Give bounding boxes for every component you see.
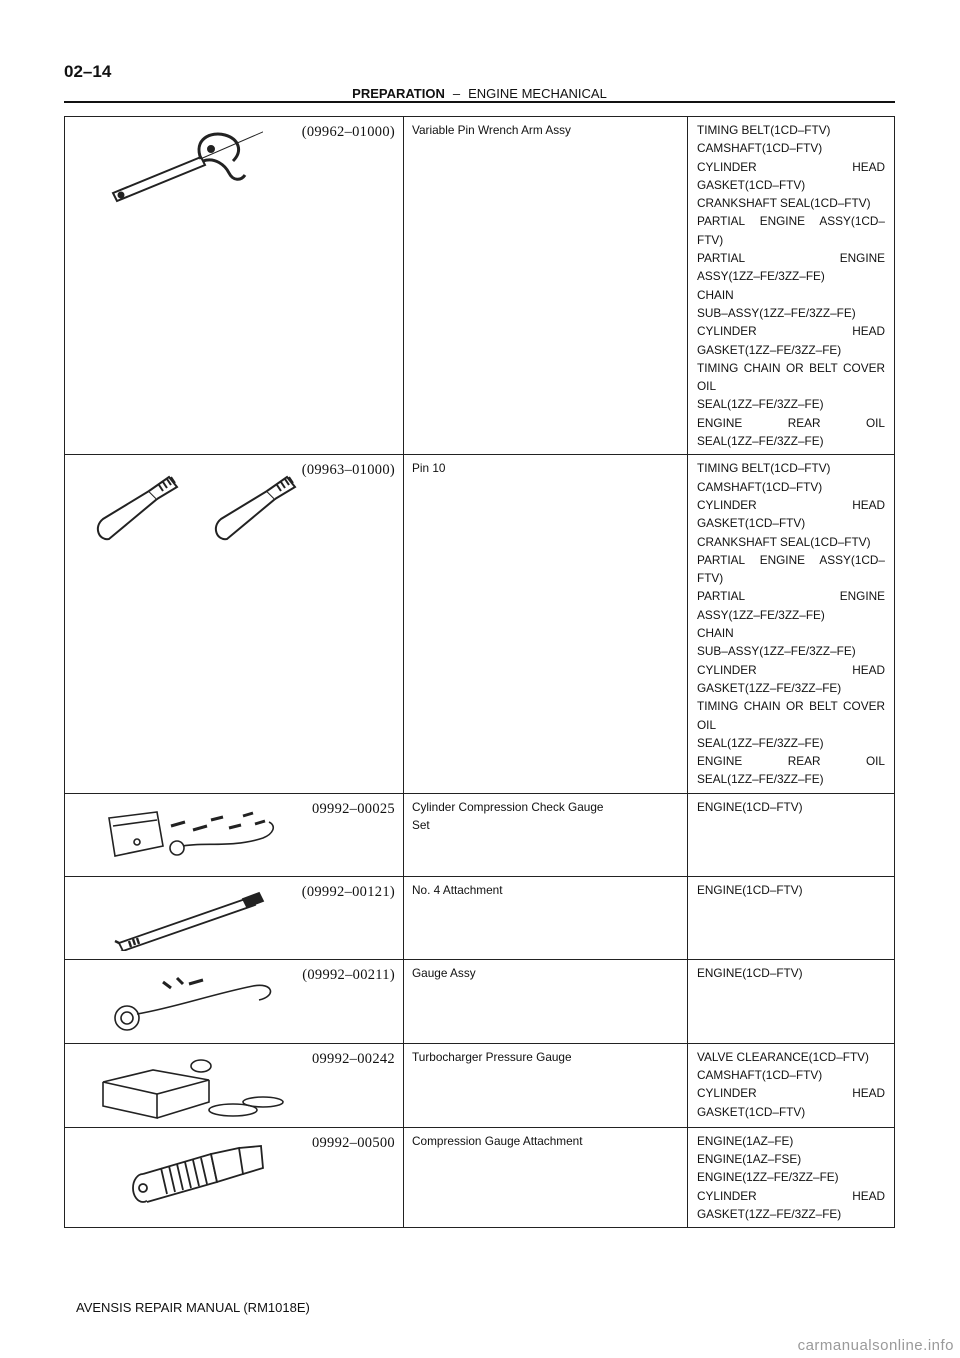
- part-number: 09992–00025: [311, 800, 395, 817]
- tool-usage-cell: [688, 117, 895, 455]
- tool-name: Gauge Assy: [412, 965, 476, 980]
- tool-illustration-cell: [65, 455, 404, 793]
- tool-illustration-cell: [65, 876, 404, 959]
- usage-line: ENGINE REAR OIL: [697, 415, 885, 430]
- manual-footer: AVENSIS REPAIR MANUAL (RM1018E): [76, 1300, 310, 1315]
- usage-line: CHAIN: [697, 626, 734, 641]
- usage-line: CYLINDER HEAD: [697, 324, 885, 339]
- part-number: 09992–00500: [311, 1134, 395, 1151]
- usage-line: SUB–ASSY(1ZZ–FE/3ZZ–FE): [697, 305, 856, 320]
- usage-line: CAMSHAFT(1CD–FTV): [697, 479, 823, 494]
- tool-row: [65, 876, 895, 959]
- usage-line: CAMSHAFT(1CD–FTV): [697, 1067, 823, 1082]
- usage-line: SEAL(1ZZ–FE/3ZZ–FE): [697, 434, 824, 449]
- tool-name: Turbocharger Pressure Gauge: [412, 1049, 572, 1064]
- tool-row: [65, 455, 895, 793]
- header-separator: –: [452, 86, 461, 101]
- usage-line: GASKET(1CD–FTV): [697, 516, 806, 531]
- part-number: (09963–01000): [301, 462, 395, 479]
- usage-line: PARTIAL ENGINE: [697, 251, 885, 266]
- usage-line: TIMING BELT(1CD–FTV): [697, 123, 831, 137]
- subsection-title: ENGINE MECHANICAL: [468, 86, 607, 101]
- usage-line: ENGINE(1CD–FTV): [697, 965, 803, 980]
- tool-usage-cell: [688, 876, 895, 959]
- usage-line: PARTIAL ENGINE: [697, 589, 885, 604]
- tool-illustration-cell: [65, 1043, 404, 1127]
- section-title: PREPARATION: [352, 86, 445, 101]
- tool-name: Set: [412, 817, 430, 832]
- tool-name: Pin 10: [412, 461, 446, 476]
- usage-line: TIMING BELT(1CD–FTV): [697, 461, 831, 476]
- turbo-gauge-case-icon: [93, 1058, 293, 1127]
- usage-line: CYLINDER HEAD: [697, 1086, 885, 1101]
- tool-usage-cell: [688, 1127, 895, 1227]
- usage-line: GASKET(1ZZ–FE/3ZZ–FE): [697, 1206, 842, 1221]
- tool-name-cell: [404, 117, 688, 455]
- usage-line: ENGINE(1ZZ–FE/3ZZ–FE): [697, 1170, 839, 1185]
- usage-line: CAMSHAFT(1CD–FTV): [697, 141, 823, 156]
- tool-illustration-cell: [65, 117, 404, 455]
- threaded-adapter-icon: [93, 1142, 293, 1217]
- usage-line: ENGINE(1AZ–FE): [697, 1133, 794, 1148]
- usage-line: SEAL(1ZZ–FE/3ZZ–FE): [697, 772, 824, 787]
- usage-line: GASKET(1ZZ–FE/3ZZ–FE): [697, 680, 842, 695]
- tool-row: [65, 1127, 895, 1227]
- compression-gauge-set-icon: [93, 808, 293, 873]
- usage-line: ENGINE(1CD–FTV): [697, 799, 803, 814]
- usage-line: GASKET(1ZZ–FE/3ZZ–FE): [697, 342, 842, 357]
- usage-line: CYLINDER HEAD: [697, 1188, 885, 1203]
- part-number: (09962–01000): [301, 124, 395, 140]
- usage-line: ENGINE REAR OIL: [697, 754, 885, 769]
- tool-row: [65, 959, 895, 1043]
- sst-table: [64, 116, 895, 1228]
- tool-illustration-cell: [65, 1127, 404, 1227]
- usage-line: PARTIAL ENGINE ASSY(1CD–FTV): [697, 552, 885, 586]
- tool-name-cell: [404, 455, 688, 793]
- part-number: 09992–00242: [311, 1050, 395, 1067]
- usage-line: PARTIAL ENGINE ASSY(1CD–FTV): [697, 214, 885, 247]
- tool-name: Cylinder Compression Check Gauge: [412, 799, 604, 814]
- tool-usage-cell: [688, 1043, 895, 1127]
- tool-row: [65, 1043, 895, 1127]
- tool-usage-cell: [688, 959, 895, 1043]
- usage-line: CRANKSHAFT SEAL(1CD–FTV): [697, 534, 871, 549]
- usage-line: CYLINDER HEAD: [697, 159, 885, 174]
- tool-name-cell: [404, 1127, 688, 1227]
- usage-line: ASSY(1ZZ–FE/3ZZ–FE): [697, 269, 825, 284]
- tool-usage-cell: [688, 455, 895, 793]
- tool-row: [65, 793, 895, 876]
- usage-line: ENGINE(1CD–FTV): [697, 882, 803, 897]
- usage-line: TIMING CHAIN OR BELT COVER OIL: [697, 360, 885, 394]
- gauge-hose-icon: [93, 974, 293, 1039]
- part-number: (09992–00121): [301, 883, 395, 900]
- tool-name: Compression Gauge Attachment: [412, 1133, 583, 1148]
- tool-name-cell: [404, 1043, 688, 1127]
- tool-name: No. 4 Attachment: [412, 882, 503, 897]
- tool-usage-cell: [688, 793, 895, 876]
- tool-name-cell: [404, 793, 688, 876]
- tool-name-cell: [404, 876, 688, 959]
- usage-line: GASKET(1CD–FTV): [697, 177, 806, 192]
- usage-line: TIMING CHAIN OR BELT COVER OIL: [697, 699, 885, 732]
- usage-line: SEAL(1ZZ–FE/3ZZ–FE): [697, 735, 824, 750]
- tool-name: Variable Pin Wrench Arm Assy: [412, 123, 571, 137]
- usage-line: GASKET(1CD–FTV): [697, 1104, 806, 1119]
- usage-line: CYLINDER HEAD: [697, 662, 885, 677]
- usage-line: CHAIN: [697, 287, 734, 302]
- page-number: 02–14: [64, 62, 112, 81]
- attachment-rod-icon: [93, 891, 293, 956]
- pin-pair-icon: [93, 469, 323, 554]
- pin-wrench-arm-icon: [93, 131, 263, 216]
- header-rule: [64, 101, 895, 103]
- tool-illustration-cell: [65, 793, 404, 876]
- part-number: (09992–00211): [302, 966, 395, 983]
- tool-illustration-cell: [65, 959, 404, 1043]
- usage-line: ASSY(1ZZ–FE/3ZZ–FE): [697, 607, 825, 622]
- usage-line: SUB–ASSY(1ZZ–FE/3ZZ–FE): [697, 644, 856, 659]
- usage-line: SEAL(1ZZ–FE/3ZZ–FE): [697, 397, 824, 412]
- usage-line: CRANKSHAFT SEAL(1CD–FTV): [697, 196, 871, 211]
- usage-line: CYLINDER HEAD: [697, 497, 885, 512]
- tool-name-cell: [404, 959, 688, 1043]
- watermark: carmanualsonline.info: [797, 1337, 954, 1354]
- tool-row: [65, 117, 895, 455]
- usage-line: ENGINE(1AZ–FSE): [697, 1151, 802, 1166]
- section-header: [64, 86, 895, 101]
- usage-line: VALVE CLEARANCE(1CD–FTV): [697, 1049, 869, 1064]
